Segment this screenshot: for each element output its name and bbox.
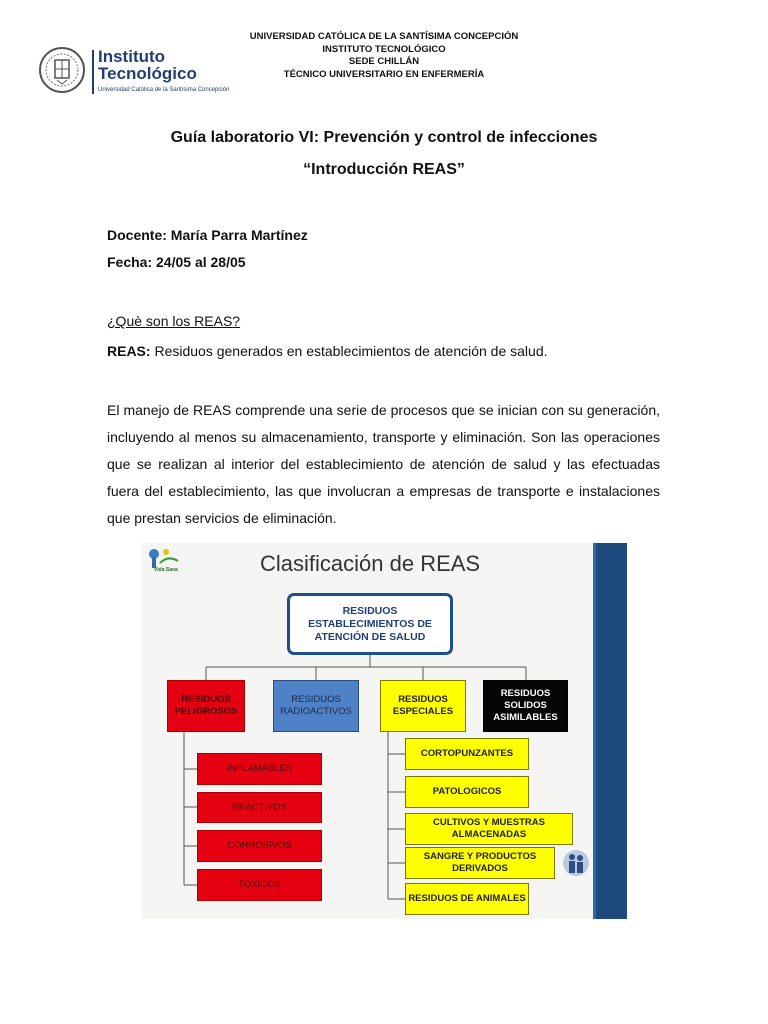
definition-line: [107, 343, 548, 359]
especiales-item: CULTIVOS Y MUESTRAS ALMACENADAS: [405, 813, 573, 845]
especiales-item: PATOLOGICOS: [405, 776, 529, 808]
peligrosos-item: REACTIVOS: [197, 792, 322, 823]
category-especiales: RESIDUOS ESPECIALES: [380, 680, 466, 732]
especiales-item: RESIDUOS DE ANIMALES: [405, 883, 529, 915]
peligrosos-item: INFLAMABLES: [197, 753, 322, 785]
category-peligrosos: RESIDUOS PELIGROSOS: [167, 680, 245, 732]
category-solidos-asimilables: RESIDUOS SOLIDOS ASIMILABLES: [483, 680, 568, 732]
document-subtitle: “Introducción REAS”: [303, 161, 465, 178]
definition-term: REAS:: [107, 343, 151, 359]
header-line: SEDE CHILLÁN: [348, 56, 420, 67]
reas-classification-slide: [142, 543, 627, 919]
logo-divider: [92, 50, 94, 94]
category-radioactivos: RESIDUOS RADIOACTIVOS: [273, 680, 359, 732]
definition-text: Residuos generados en establecimientos de atención de salud.: [150, 343, 548, 359]
header-line: UNIVERSIDAD CATÓLICA DE LA SANTÍSIMA CONCEPCIÓN: [249, 31, 519, 42]
logo-title: Instituto Tecnológico: [98, 47, 197, 83]
institute-logo: [38, 46, 230, 98]
logo-subtitle: Universidad Católica de la Santísima Concepción: [98, 87, 230, 93]
people-icon: [562, 843, 590, 883]
especiales-item: SANGRE Y PRODUCTOS DERIVADOS: [405, 847, 555, 879]
university-seal-icon: [38, 46, 86, 94]
document-title: Guía laboratorio VI: Prevención y control de infecciones: [170, 129, 598, 146]
especiales-item: CORTOPUNZANTES: [405, 738, 529, 770]
peligrosos-item: CORROSIVOS: [197, 830, 322, 862]
teacher-line: Docente: María Parra Martínez: [107, 227, 308, 243]
slide-logo-text: Vida Sana: [154, 567, 178, 573]
date-line: Fecha: 24/05 al 28/05: [107, 254, 246, 270]
body-paragraph: El manejo de REAS comprende una serie de procesos que se inician con su generación, incluyendo al menos su almacenamiento, transporte y eliminación. Son las operaciones que se realizan al interior del establecimiento de atención de salud y las efectuadas fuera del establecimiento, las que involucran a empresas de transporte e instalaciones que prestan servicios de eliminación.: [107, 402, 660, 526]
root-node: RESIDUOS ESTABLECIMIENTOS DE ATENCIÓN DE SALUD: [287, 593, 453, 655]
question-heading: ¿Què son los REAS?: [107, 313, 241, 329]
institution-header: [200, 31, 568, 81]
peligrosos-item: TOXICOS: [197, 869, 322, 901]
header-line: TÉCNICO UNIVERSITARIO EN ENFERMERÍA: [283, 68, 485, 80]
header-line: INSTITUTO TECNOLÓGICO: [322, 43, 446, 55]
slide-title: Clasificación de REAS: [260, 551, 481, 576]
